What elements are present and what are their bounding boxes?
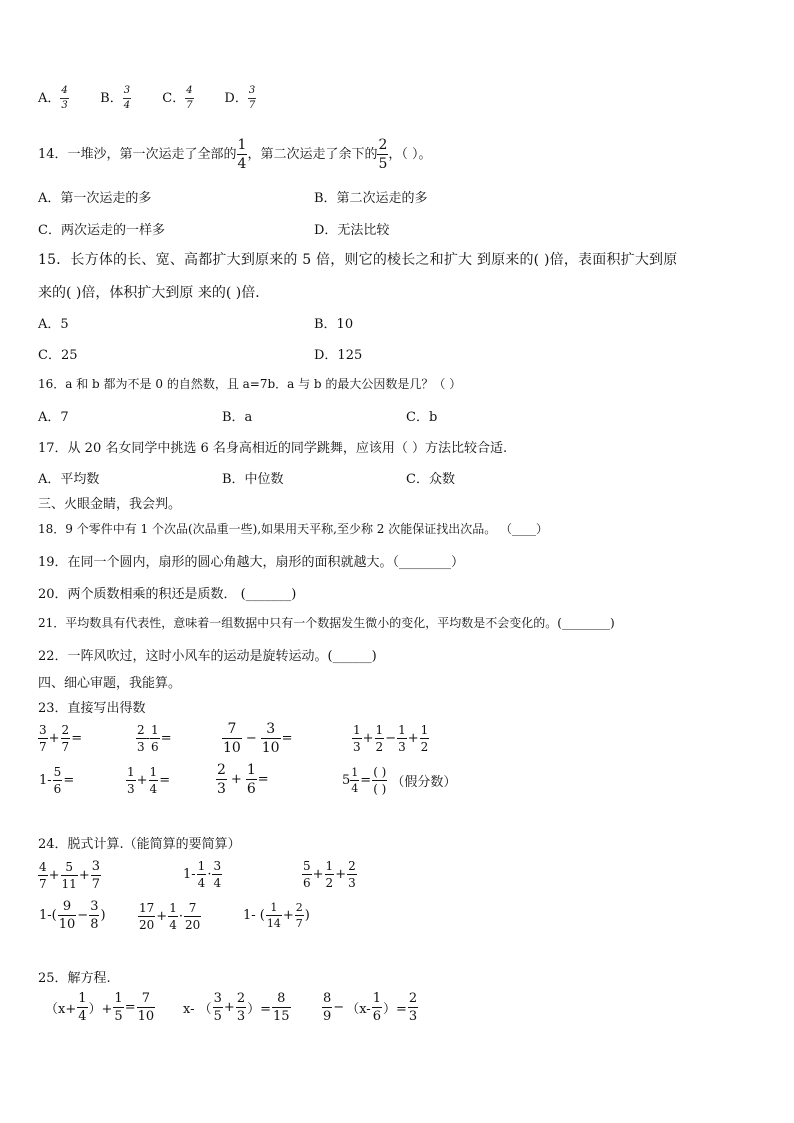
q23-expr-1: $\frac{3}{7}$ + $\frac{2}{7}$ =	[39, 723, 83, 754]
q24-expr-6: 1- ( $\frac{1}{14}$ + $\frac{2}{7}$ )	[243, 901, 310, 930]
q23-expr-6: $\frac{1}{3}$ + $\frac{1}{4}$ =	[127, 765, 171, 796]
q16-option-c[interactable]: C．b	[406, 410, 438, 425]
q17-option-c[interactable]: C．众数	[406, 472, 455, 487]
q15-question-line2: 来的( )倍，体积扩大到原 来的( )倍．	[38, 285, 270, 301]
q17-question: 17．从 20 名女同学中挑选 6 名身高相近的同学跳舞，应该用（ ）方法比较合适.	[38, 441, 508, 456]
q24-expr-4: 1-( $\frac{9}{10}$ − $\frac{3}{8}$ )	[39, 899, 106, 932]
q19-statement: 19．在同一个圆内，扇形的圆心角越大，扇形的面积就越大。（________）	[38, 555, 465, 570]
q23-expr-2: $\frac{2}{3}$ - $\frac{1}{6}$ =	[137, 723, 172, 754]
q13-options	[38, 86, 282, 111]
q25-title: 25．解方程.	[38, 971, 111, 986]
q14-question: 14．一堆沙，第一次运走了全部的 $\frac{1}{4}$ ，第二次运走了余下的 $\frac{2}{5}$ ，（ ）。	[38, 137, 432, 172]
q24-expr-5: $\frac{17}{20}$ + $\frac{1}{4}$ · $\frac{7}{20}$	[139, 901, 201, 932]
q15-option-a[interactable]: A．5	[38, 317, 69, 332]
q20-statement: 20．两个质数相乘的积还是质数． (_______)	[38, 587, 297, 602]
q13-option-d[interactable]: D． $\frac{3}{7}$	[224, 85, 256, 111]
q15-option-d[interactable]: D．125	[314, 348, 363, 363]
q18-statement: 18．9 个零件中有 1 个次品(次品重一些),如果用天平称,至少称 2 次能保证找出次品。 （____）	[38, 522, 549, 536]
q24-expr-1: $\frac{4}{7}$ + $\frac{5}{11}$ + $\frac{3}{7}$	[39, 859, 101, 892]
q21-statement: 21．平均数具有代表性，意味着一组数据中只有一个数据发生微小的变化，平均数是不会变化的。(________)	[38, 616, 615, 630]
q13-option-b[interactable]: B． $\frac{3}{4}$	[100, 85, 131, 111]
q13-option-c[interactable]: C． $\frac{4}{7}$	[162, 85, 193, 111]
q25-equation-2: x- （ $\frac{3}{5}$ + $\frac{2}{3}$ ）= $\frac{8}{15}$	[183, 991, 290, 1024]
q16-option-a[interactable]: A．7	[38, 410, 69, 425]
q23-title: 23．直接写出得数	[38, 701, 146, 716]
q14-fraction-one-quarter: $\frac{1}{4}$	[237, 137, 247, 172]
q24-expr-3: $\frac{5}{6}$ + $\frac{1}{2}$ + $\frac{2}{3}$	[303, 859, 356, 890]
q22-statement: 22．一阵风吹过，这时小风车的运动是旋转运动。(______)	[38, 649, 377, 664]
q25-equation-1: （x+ $\frac{1}{4}$ ）+ $\frac{1}{5}$ = $\frac{7}{10}$	[45, 991, 155, 1024]
q15-question-line1: 15．长方体的长、宽、高都扩大到原来的 5 倍，则它的棱长之和扩大 到原来的( )倍，表面积扩大到原	[38, 252, 678, 268]
q14-fraction-two-fifths: $\frac{2}{5}$	[378, 137, 388, 172]
q23-improper-answer-blank[interactable]: $\frac{( )}{( )}$	[373, 765, 387, 796]
q24-title: 24．脱式计算.（能简算的要简算）	[38, 837, 241, 852]
q14-option-a[interactable]: A．第一次运走的多	[38, 191, 152, 206]
q13-option-c-fraction: $\frac{4}{7}$	[186, 85, 193, 111]
q13-option-d-fraction: $\frac{3}{7}$	[248, 85, 256, 111]
q24-expr-2: 1- $\frac{1}{4}$ · $\frac{3}{4}$	[183, 859, 222, 890]
q17-option-a[interactable]: A．平均数	[38, 472, 100, 487]
q16-option-b[interactable]: B．a	[222, 410, 253, 425]
q23-expr-3: $\frac{7}{10}$ − $\frac{3}{10}$ =	[223, 721, 293, 756]
q13-option-a-fraction: $\frac{4}{3}$	[61, 85, 68, 111]
section-3-heading: 三、火眼金睛，我会判。	[38, 497, 182, 512]
q14-option-d[interactable]: D．无法比较	[314, 223, 390, 238]
q13-option-a[interactable]: A． $\frac{4}{3}$	[38, 85, 68, 111]
q23-expr-8-mixed-to-improper: 5 $\frac{1}{4}$ = $\frac{( )}{( )}$ （假分数）	[342, 765, 457, 796]
q16-question: 16．a 和 b 都为不是 0 的自然数，且 a=7b．a 与 b 的最大公因数是几？（ ）	[38, 377, 462, 391]
section-4-heading: 四、细心审题，我能算。	[38, 676, 182, 691]
q25-equation-3: $\frac{8}{9}$ − （x- $\frac{1}{6}$ ）= $\frac{2}{3}$	[323, 991, 418, 1024]
q23-expr-5: 1- $\frac{5}{6}$ =	[39, 765, 75, 796]
q15-option-c[interactable]: C．25	[38, 348, 78, 363]
q17-option-b[interactable]: B．中位数	[222, 472, 284, 487]
q15-option-b[interactable]: B．10	[314, 317, 354, 332]
q14-option-b[interactable]: B．第二次运走的多	[314, 191, 428, 206]
q23-expr-7: $\frac{2}{3}$ + $\frac{1}{6}$ =	[217, 762, 269, 797]
q13-option-b-fraction: $\frac{3}{4}$	[123, 85, 131, 111]
q14-option-c[interactable]: C．两次运走的一样多	[38, 223, 165, 238]
q23-expr-4: $\frac{1}{3}$ + $\frac{1}{2}$ − $\frac{1}{3}$ + $\frac{1}{2}$	[353, 723, 429, 754]
